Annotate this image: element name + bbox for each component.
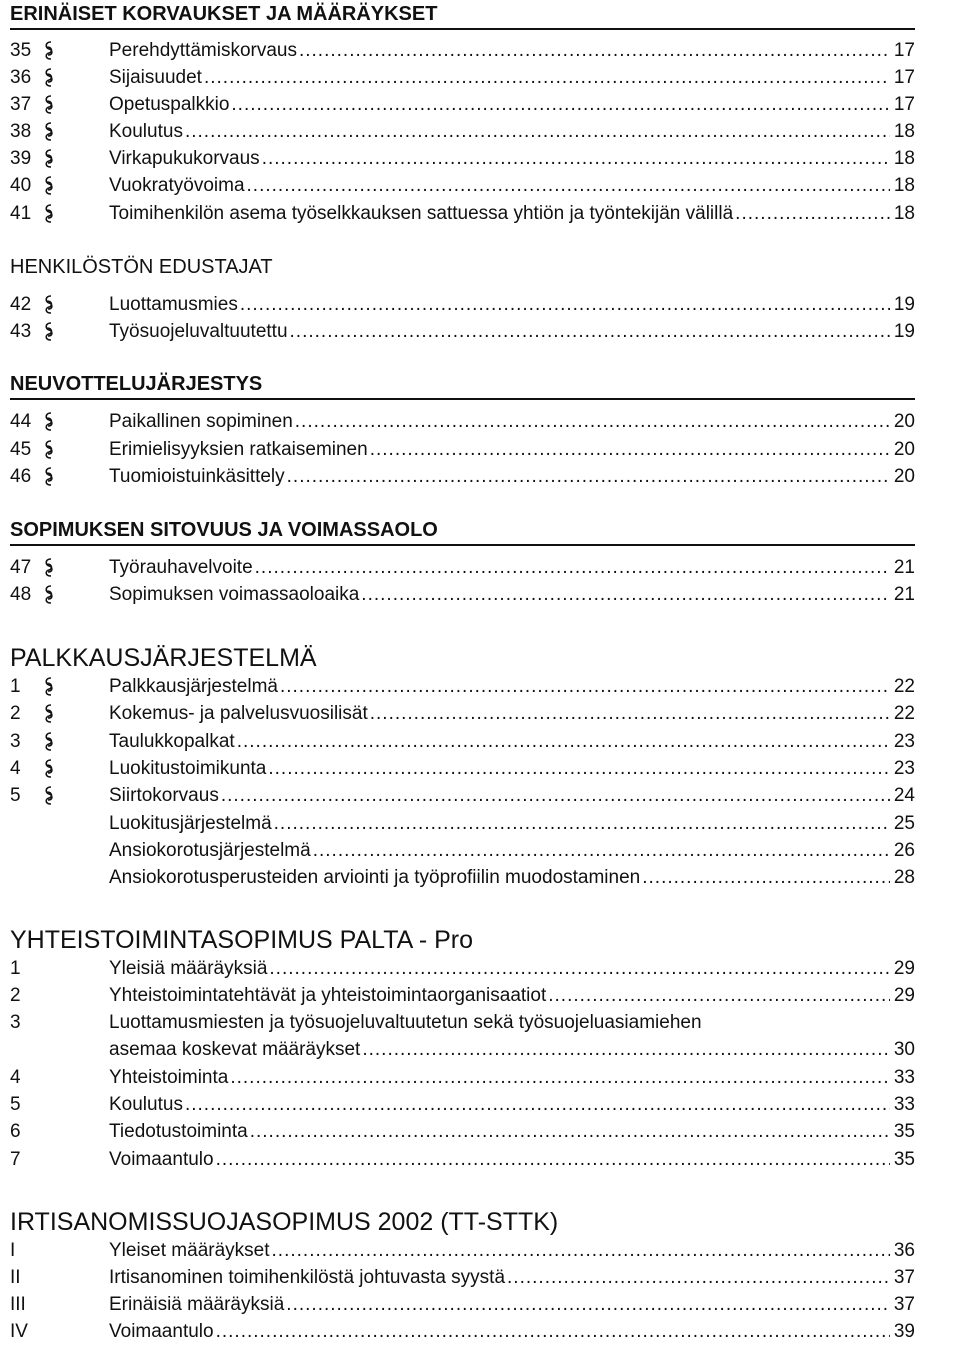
dot-leader — [313, 838, 890, 864]
entry-title: Yhteistoiminta — [109, 1067, 229, 1088]
entry-page-number: 17 — [893, 94, 915, 115]
entry-title-continuation: asemaa koskevat määräykset — [109, 1039, 361, 1060]
entry-page-number: 18 — [893, 121, 915, 142]
toc-entry[interactable] — [10, 701, 915, 727]
toc-entry[interactable] — [10, 783, 915, 809]
entry-leader-line — [109, 1065, 915, 1091]
toc-entry-continuation[interactable] — [10, 1037, 915, 1063]
section-heading: PALKKAUSJÄRJESTELMÄ — [10, 644, 317, 672]
dot-leader — [231, 92, 889, 118]
toc-entry[interactable] — [10, 292, 915, 318]
entry-title: Erimielisyyksien ratkaiseminen — [109, 439, 368, 460]
section-sign-icon — [42, 121, 56, 143]
section-heading: ERINÄISET KORVAUKSET JA MÄÄRÄYKSET — [10, 2, 915, 30]
entry-leader-line — [109, 1092, 915, 1118]
toc-entry[interactable] — [10, 92, 915, 118]
dot-leader — [290, 319, 890, 345]
toc-entry[interactable] — [10, 1265, 915, 1291]
entry-page-number: 33 — [893, 1067, 915, 1088]
dot-leader — [262, 146, 890, 172]
entry-leader-line — [109, 1238, 915, 1264]
dot-leader — [240, 292, 890, 318]
toc-entry[interactable] — [10, 1319, 915, 1345]
entry-title: Siirtokorvaus — [109, 785, 219, 806]
entry-leader-line — [109, 464, 915, 490]
entry-title: Sijaisuudet — [109, 67, 202, 88]
dot-leader — [255, 555, 890, 581]
entry-title: Voimaantulo — [109, 1149, 214, 1170]
entry-leader-line — [109, 38, 915, 64]
entry-title: Yleisiä määräyksiä — [109, 958, 268, 979]
entry-number: 41 — [10, 203, 32, 224]
section-sign-icon — [42, 294, 56, 316]
entry-leader-line — [109, 582, 915, 608]
section-sign-icon — [42, 94, 56, 116]
entry-page-number: 30 — [893, 1039, 915, 1060]
entry-number: 47 — [10, 557, 32, 578]
dot-leader — [370, 437, 890, 463]
entry-title: Ansiokorotusjärjestelmä — [109, 840, 311, 861]
dot-leader — [268, 756, 889, 782]
toc-entry[interactable] — [10, 756, 915, 782]
entry-leader-line — [109, 1292, 915, 1318]
entry-title: Ansiokorotusperusteiden arviointi ja työprofiilin muodostaminen — [109, 867, 641, 888]
toc-entry[interactable] — [10, 1065, 915, 1091]
dot-leader — [250, 1119, 890, 1145]
entry-title: Tuomioistuinkäsittely — [109, 466, 285, 487]
dot-leader — [287, 464, 890, 490]
dot-leader — [216, 1319, 890, 1345]
entry-page-number: 33 — [893, 1094, 915, 1115]
entry-number: 3 — [10, 731, 21, 752]
entry-number: 43 — [10, 321, 32, 342]
toc-entry[interactable] — [10, 674, 915, 700]
entry-number: 5 — [10, 1094, 21, 1115]
entry-leader-line — [109, 1319, 915, 1345]
entry-leader-line — [109, 1147, 915, 1173]
entry-leader-line — [109, 292, 915, 318]
entry-number: 39 — [10, 148, 32, 169]
section-heading: HENKILÖSTÖN EDUSTAJAT — [10, 256, 273, 278]
entry-page-number: 23 — [893, 758, 915, 779]
entry-title: Työsuojeluvaltuutettu — [109, 321, 288, 342]
entry-number: 45 — [10, 439, 32, 460]
section-sign-icon — [42, 321, 56, 343]
entry-page-number: 37 — [893, 1294, 915, 1315]
section-sign-icon — [42, 676, 56, 698]
toc-entry[interactable] — [10, 38, 915, 64]
entry-page-number: 29 — [893, 958, 915, 979]
dot-leader — [735, 201, 890, 227]
entry-leader-line — [109, 1037, 915, 1063]
entry-number: I — [10, 1240, 16, 1261]
dot-leader — [548, 983, 890, 1009]
entry-number: 36 — [10, 67, 32, 88]
entry-page-number: 37 — [893, 1267, 915, 1288]
entry-number: 4 — [10, 758, 21, 779]
toc-entry[interactable] — [10, 1119, 915, 1145]
entry-title: Koulutus — [109, 1094, 183, 1115]
section-heading: NEUVOTTELUJÄRJESTYS — [10, 372, 915, 400]
entry-title: Koulutus — [109, 121, 183, 142]
entry-title: Paikallinen sopiminen — [109, 411, 293, 432]
entry-page-number: 22 — [893, 676, 915, 697]
entry-page-number: 24 — [893, 785, 915, 806]
entry-page-number: 35 — [893, 1121, 915, 1142]
entry-title: Perehdyttämiskorvaus — [109, 40, 297, 61]
dot-leader — [230, 1065, 890, 1091]
dot-leader — [237, 729, 890, 755]
entry-leader-line — [109, 956, 915, 982]
entry-page-number: 17 — [893, 67, 915, 88]
entry-title: Vuokratyövoima — [109, 175, 245, 196]
entry-page-number: 26 — [893, 840, 915, 861]
entry-number: 2 — [10, 985, 21, 1006]
entry-number: 1 — [10, 676, 21, 697]
section-sign-icon — [42, 67, 56, 89]
toc-entry[interactable] — [10, 201, 915, 227]
entry-title: Sopimuksen voimassaoloaika — [109, 584, 360, 605]
entry-number: 5 — [10, 785, 21, 806]
toc-entry[interactable] — [10, 555, 915, 581]
toc-entry[interactable] — [10, 65, 915, 91]
entry-title: Irtisanominen toimihenkilöstä johtuvasta syystä — [109, 1267, 506, 1288]
entry-leader-line — [109, 92, 915, 118]
dot-leader — [272, 1238, 890, 1264]
section-heading: SOPIMUKSEN SITOVUUS JA VOIMASSAOLO — [10, 518, 915, 546]
entry-page-number: 25 — [893, 813, 915, 834]
entry-number: 7 — [10, 1149, 21, 1170]
entry-page-number: 18 — [893, 148, 915, 169]
section-sign-icon — [42, 148, 56, 170]
dot-leader — [362, 1037, 890, 1063]
entry-number: 48 — [10, 584, 32, 605]
entry-page-number: 36 — [893, 1240, 915, 1261]
entry-page-number: 35 — [893, 1149, 915, 1170]
entry-page-number: 21 — [893, 557, 915, 578]
entry-leader-line — [109, 437, 915, 463]
entry-number: 4 — [10, 1067, 21, 1088]
toc-entry[interactable] — [10, 464, 915, 490]
toc-entry[interactable] — [10, 838, 915, 864]
toc-entry[interactable] — [10, 865, 915, 891]
section-sign-icon — [42, 557, 56, 579]
dot-leader — [221, 783, 890, 809]
entry-page-number: 18 — [893, 203, 915, 224]
dot-leader — [216, 1147, 890, 1173]
entry-page-number: 19 — [893, 294, 915, 315]
entry-title: Työrauhavelvoite — [109, 557, 253, 578]
entry-title: Luokitusjärjestelmä — [109, 813, 272, 834]
entry-number: 37 — [10, 94, 32, 115]
section-heading: IRTISANOMISSUOJASOPIMUS 2002 (TT-STTK) — [10, 1208, 559, 1236]
entry-title: Voimaantulo — [109, 1321, 214, 1342]
dot-leader — [370, 701, 890, 727]
section-sign-icon — [42, 40, 56, 62]
entry-title: Taulukkopalkat — [109, 731, 235, 752]
entry-page-number: 29 — [893, 985, 915, 1006]
entry-number: 6 — [10, 1121, 21, 1142]
entry-title: Toimihenkilön asema työselkkauksen sattuessa yhtiön ja työntekijän välillä — [109, 203, 734, 224]
dot-leader — [299, 38, 890, 64]
entry-leader-line — [109, 119, 915, 145]
toc-entry[interactable] — [10, 956, 915, 982]
entry-page-number: 39 — [893, 1321, 915, 1342]
toc-entry[interactable] — [10, 319, 915, 345]
toc-entry[interactable] — [10, 1092, 915, 1118]
entry-title: Palkkausjärjestelmä — [109, 676, 278, 697]
entry-page-number: 28 — [893, 867, 915, 888]
entry-number: 42 — [10, 294, 32, 315]
dot-leader — [274, 811, 890, 837]
section-sign-icon — [42, 203, 56, 225]
toc-entry[interactable] — [10, 811, 915, 837]
entry-leader-line — [109, 1119, 915, 1145]
toc-entry[interactable] — [10, 729, 915, 755]
section-sign-icon — [42, 758, 56, 780]
toc-entry[interactable] — [10, 983, 915, 1009]
entry-number: 35 — [10, 40, 32, 61]
entry-leader-line — [109, 146, 915, 172]
entry-title: Yhteistoimintatehtävät ja yhteistoimintaorganisaatiot — [109, 985, 547, 1006]
toc-entry[interactable] — [10, 1238, 915, 1264]
section-sign-icon — [42, 584, 56, 606]
dot-leader — [280, 674, 890, 700]
entry-page-number: 19 — [893, 321, 915, 342]
toc-entry[interactable] — [10, 173, 915, 199]
entry-number: 46 — [10, 466, 32, 487]
toc-entry[interactable] — [10, 119, 915, 145]
entry-page-number: 20 — [893, 411, 915, 432]
entry-title: Yleiset määräykset — [109, 1240, 270, 1261]
entry-leader-line — [109, 65, 915, 91]
entry-title: Tiedotustoiminta — [109, 1121, 248, 1142]
section-sign-icon — [42, 439, 56, 461]
entry-leader-line — [109, 701, 915, 727]
dot-leader — [185, 1092, 890, 1118]
toc-entry[interactable] — [10, 146, 915, 172]
entry-page-number: 17 — [893, 40, 915, 61]
entry-number: 40 — [10, 175, 32, 196]
entry-number: II — [10, 1267, 21, 1288]
dot-leader — [204, 65, 890, 91]
entry-page-number: 20 — [893, 439, 915, 460]
entry-number: 1 — [10, 958, 21, 979]
entry-number: 38 — [10, 121, 32, 142]
entry-page-number: 20 — [893, 466, 915, 487]
section-sign-icon — [42, 175, 56, 197]
section-sign-icon — [42, 731, 56, 753]
toc-entry[interactable] — [10, 1147, 915, 1173]
entry-page-number: 22 — [893, 703, 915, 724]
entry-page-number: 21 — [893, 584, 915, 605]
section-sign-icon — [42, 703, 56, 725]
toc-entry[interactable] — [10, 1010, 915, 1036]
section-heading: YHTEISTOIMINTASOPIMUS PALTA - Pro — [10, 926, 474, 954]
section-sign-icon — [42, 785, 56, 807]
dot-leader — [269, 956, 889, 982]
toc-entry[interactable] — [10, 1292, 915, 1318]
entry-title: Kokemus- ja palvelusvuosilisät — [109, 703, 368, 724]
entry-leader-line — [109, 838, 915, 864]
entry-leader-line — [109, 1265, 915, 1291]
dot-leader — [247, 173, 890, 199]
dot-leader — [642, 865, 890, 891]
entry-leader-line — [109, 201, 915, 227]
entry-leader-line — [109, 811, 915, 837]
dot-leader — [361, 582, 890, 608]
entry-title: Erinäisiä määräyksiä — [109, 1294, 285, 1315]
toc-entry[interactable] — [10, 409, 915, 435]
entry-title: Opetuspalkkio — [109, 94, 230, 115]
entry-leader-line — [109, 865, 915, 891]
entry-leader-line — [109, 729, 915, 755]
entry-number: 3 — [10, 1012, 21, 1033]
entry-leader-line — [109, 173, 915, 199]
entry-title: Virkapukukorvaus — [109, 148, 260, 169]
toc-entry[interactable] — [10, 437, 915, 463]
entry-page-number: 23 — [893, 731, 915, 752]
entry-title: Luottamusmiesten ja työsuojeluvaltuutetun sekä työsuojeluasiamiehen — [109, 1012, 702, 1033]
entry-page-number: 18 — [893, 175, 915, 196]
entry-leader-line — [109, 555, 915, 581]
dot-leader — [295, 409, 890, 435]
dot-leader — [185, 119, 890, 145]
entry-number: IV — [10, 1321, 28, 1342]
entry-leader-line — [109, 983, 915, 1009]
section-sign-icon — [42, 411, 56, 433]
dot-leader — [507, 1265, 890, 1291]
entry-leader-line — [109, 756, 915, 782]
entry-number: III — [10, 1294, 26, 1315]
entry-number: 44 — [10, 411, 32, 432]
entry-number: 2 — [10, 703, 21, 724]
section-sign-icon — [42, 466, 56, 488]
entry-leader-line — [109, 674, 915, 700]
toc-entry[interactable] — [10, 582, 915, 608]
dot-leader — [286, 1292, 890, 1318]
entry-leader-line — [109, 783, 915, 809]
entry-leader-line — [109, 319, 915, 345]
entry-title: Luottamusmies — [109, 294, 238, 315]
entry-leader-line — [109, 409, 915, 435]
entry-title: Luokitustoimikunta — [109, 758, 267, 779]
